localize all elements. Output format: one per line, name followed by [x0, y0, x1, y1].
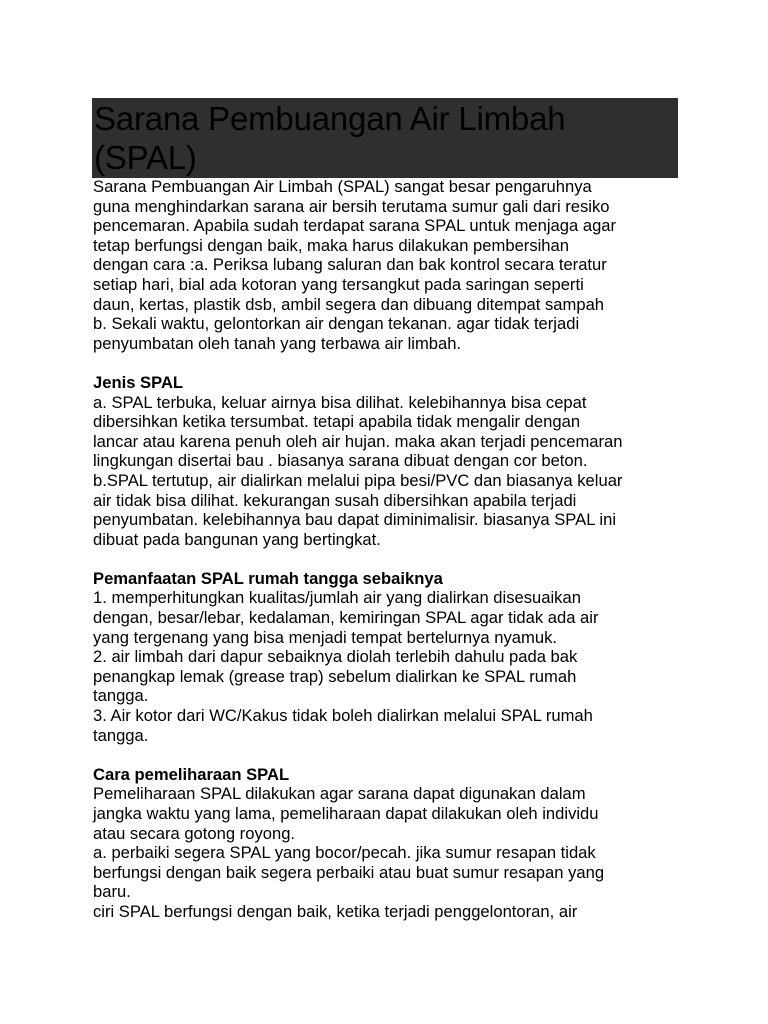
- text-line: lancar atau karena penuh oleh air hujan. maka akan terjadi pencemaran: [93, 431, 623, 451]
- text-line: jangka waktu yang lama, pemeliharaan dapat dilakukan oleh individu: [93, 804, 599, 823]
- paragraph-gap: [93, 745, 693, 765]
- document-body: [93, 177, 693, 922]
- section-jenis-spal: [93, 373, 693, 549]
- text-line: setiap hari, bial ada kotoran yang tersangkut pada saringan seperti: [93, 274, 584, 294]
- title-line: (SPAL): [94, 139, 197, 176]
- text-line: yang tergenang yang bisa menjadi tempat bertelurnya nyamuk.: [93, 627, 557, 647]
- text-line: atau secara gotong royong.: [93, 823, 296, 843]
- text-line: ciri SPAL berfungsi dengan baik, ketika terjadi penggelontoran, air: [93, 901, 578, 921]
- text-line: 3. Air kotor dari WC/Kakus tidak boleh dialirkan melalui SPAL rumah: [93, 706, 593, 726]
- text-line: dibersihkan ketika tersumbat. tetapi apabila tidak mengalir dengan: [93, 412, 581, 432]
- text-line: a. SPAL terbuka, keluar airnya bisa dilihat. kelebihannya bisa cepat: [93, 392, 587, 412]
- text-line: Pemeliharaan SPAL dilakukan agar sarana dapat digunakan dalam: [93, 784, 586, 804]
- text-line: penyumbatan. kelebihannya bau dapat diminimalisir. biasanya SPAL ini: [93, 510, 617, 530]
- intro-paragraph: [93, 177, 693, 353]
- text-line: lingkungan disertai bau . biasanya sarana dibuat dengan cor beton.: [93, 451, 588, 471]
- text-line: penangkap lemak (grease trap) sebelum dialirkan ke SPAL rumah: [93, 666, 577, 686]
- text-line: baru.: [93, 882, 131, 902]
- text-line: tangga.: [93, 686, 149, 706]
- text-line: tetap berfungsi dengan baik, maka harus dilakukan pembersihan: [93, 235, 569, 255]
- page-title: [94, 99, 678, 177]
- text-line: pencemaran. Apabila sudah terdapat sarana SPAL untuk menjaga agar: [93, 216, 617, 236]
- text-line: b. Sekali waktu, gelontorkan air dengan tekanan. agar tidak terjadi: [93, 314, 580, 334]
- text-line: daun, kertas, plastik dsb, ambil segera dan dibuang ditempat sampah: [93, 294, 605, 314]
- section-cara-pemeliharaan: [93, 765, 693, 922]
- section-pemanfaatan-spal: [93, 569, 693, 745]
- text-line: penyumbatan oleh tanah yang terbawa air limbah.: [93, 333, 462, 353]
- text-line: dengan, besar/lebar, kedalaman, kemiringan SPAL agar tidak ada air: [93, 608, 599, 628]
- text-line: Sarana Pembuangan Air Limbah (SPAL) sangat besar pengaruhnya: [93, 177, 592, 196]
- text-line: dengan cara :a. Periksa lubang saluran dan bak kontrol secara teratur: [93, 255, 607, 275]
- section-heading: Jenis SPAL: [93, 372, 184, 392]
- text-line: a. perbaiki segera SPAL yang bocor/pecah. jika sumur resapan tidak: [93, 843, 596, 863]
- text-line: b.SPAL tertutup, air dialirkan melalui pipa besi/PVC dan biasanya keluar: [93, 470, 623, 490]
- section-heading: Cara pemeliharaan SPAL: [93, 764, 290, 784]
- text-line: berfungsi dengan baik segera perbaiki atau buat sumur resapan yang: [93, 862, 605, 882]
- paragraph-gap: [93, 353, 693, 373]
- text-line: 2. air limbah dari dapur sebaiknya diolah terlebih dahulu pada bak: [93, 647, 578, 667]
- text-line: guna menghindarkan sarana air bersih terutama sumur gali dari resiko: [93, 196, 610, 216]
- text-line: dibuat pada bangunan yang bertingkat.: [93, 529, 381, 549]
- title-banner: [92, 98, 678, 178]
- title-line: Sarana Pembuangan Air Limbah: [94, 100, 566, 137]
- paragraph-gap: [93, 549, 693, 569]
- text-line: 1. memperhitungkan kualitas/jumlah air yang dialirkan disesuaikan: [93, 588, 581, 608]
- text-line: tangga.: [93, 725, 149, 745]
- section-heading: Pemanfaatan SPAL rumah tangga sebaiknya: [93, 568, 443, 588]
- text-line: air tidak bisa dilihat. kekurangan susah dibersihkan apabila terjadi: [93, 490, 577, 510]
